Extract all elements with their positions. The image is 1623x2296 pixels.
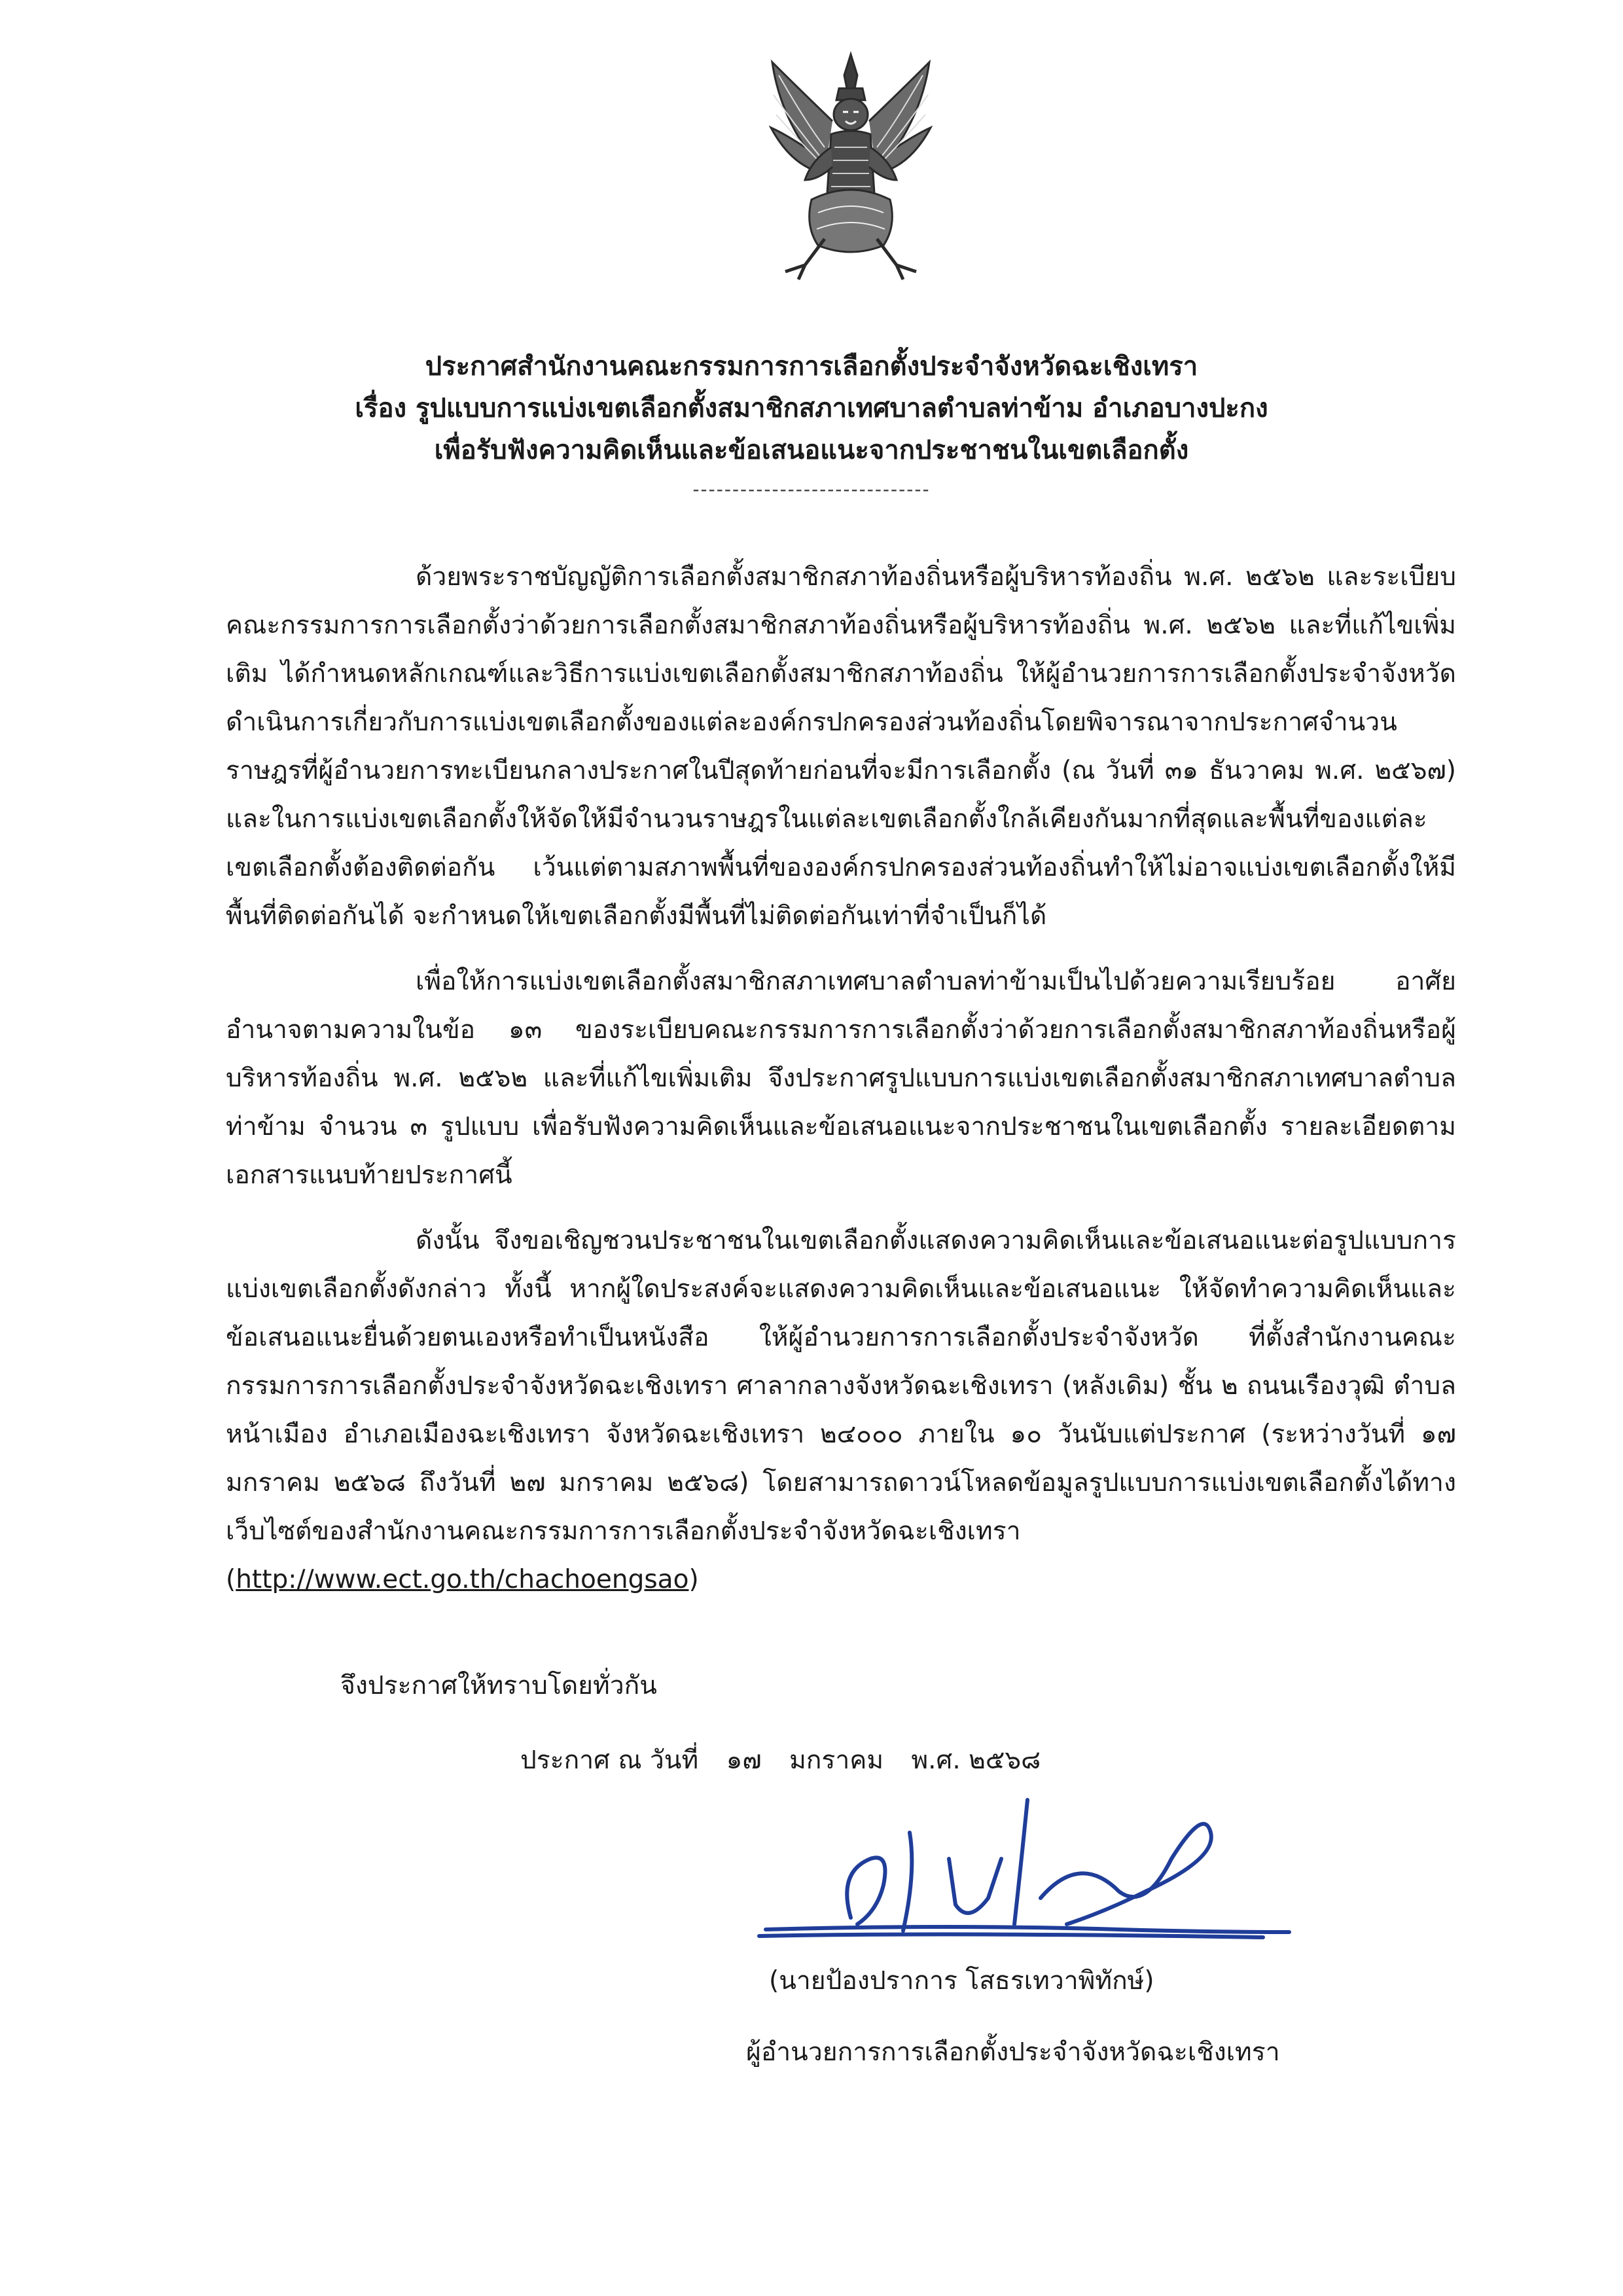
date-day: ๑๗: [726, 1746, 762, 1775]
announcement-title: [196, 346, 1427, 503]
title-line-2: เรื่อง รูปแบบการแบ่งเขตเลือกตั้งสมาชิกสภาเทศบาลตำบลท่าข้าม อำเภอบางปะกง: [355, 393, 1268, 423]
paragraph-3-text: ดังนั้น จึงขอเชิญชวนประชาชนในเขตเลือกตั้งแสดงความคิดเห็นและข้อเสนอแนะต่อรูปแบบการแบ่งเขตเลือกตั้งดังกล่าว ทั้งนี้ หากผู้ใดประสงค์จะแสดงความคิดเห็นและข้อเสนอแนะ ให้จัดทำความคิดเห็นและข้อเสนอแนะยื่นด้วยตนเองหรือทำเป็นหนังสือ ให้ผู้อำนวยการการเลือกตั้งประจำจังหวัด ที่ตั้งสำนักงานคณะกรรมการการเลือกตั้งประจำจังหวัดฉะเชิงเทรา ศาลากลางจังหวัดฉะเชิงเทรา (หลังเดิม) ชั้น ๒ ถนนเรืองวุฒิ ตำบลหน้าเมือง อำเภอเมืองฉะเชิงเทรา จังหวัดฉะเชิงเทรา ๒๔๐๐๐ ภายใน ๑๐ วันนับแต่ประกาศ (ระหว่างวันที่ ๑๗ มกราคม ๒๕๖๘ ถึงวันที่ ๒๗ มกราคม ๒๕๖๘) โดยสามารถดาวน์โหลดข้อมูลรูปแบบการแบ่งเขตเลือกตั้งได้ทางเว็บไซต์ของสำนักงานคณะกรรมการการเลือกตั้งประจำจังหวัดฉะเชิงเทรา: [226, 1226, 1456, 1546]
paragraph-1: ด้วยพระราชบัญญัติการเลือกตั้งสมาชิกสภาท้องถิ่นหรือผู้บริหารท้องถิ่น พ.ศ. ๒๕๖๒ และระเบียบคณะกรรมการการเลือกตั้งว่าด้วยการเลือกตั้งสมาชิกสภาท้องถิ่นหรือผู้บริหารท้องถิ่น พ.ศ. ๒๕๖๒ และที่แก้ไขเพิ่มเติม ได้กำหนดหลักเกณฑ์และวิธีการแบ่งเขตเลือกตั้งสมาชิกสภาท้องถิ่น ให้ผู้อำนวยการการเลือกตั้งประจำจังหวัดดำเนินการเกี่ยวกับการแบ่งเขตเลือกตั้งของแต่ละองค์กรปกครองส่วนท้องถิ่นโดยพิจารณาจากประกาศจำนวนราษฎรที่ผู้อำนวยการทะเบียนกลางประกาศในปีสุดท้ายก่อนที่จะมีการเลือกตั้ง (ณ วันที่ ๓๑ ธันวาคม พ.ศ. ๒๕๖๗) และในการแบ่งเขตเลือกตั้งให้จัดให้มีจำนวนราษฎรในแต่ละเขตเลือกตั้งใกล้เคียงกันมากที่สุดและพื้นที่ของแต่ละเขตเลือกตั้งต้องติดต่อกัน เว้นแต่ตามสภาพพื้นที่ขององค์กรปกครองส่วนท้องถิ่นทำให้ไม่อาจแบ่งเขตเลือกตั้งให้มีพื้นที่ติดต่อกันได้ จะกำหนดให้เขตเลือกตั้งมีพื้นที่ไม่ติดต่อกันเท่าที่จำเป็นก็ได้: [226, 562, 1456, 931]
announcement-body: [226, 553, 1456, 1621]
paragraph-3: [226, 1217, 1456, 1604]
link-open-paren: (: [226, 1565, 236, 1594]
title-separator: ------------------------------: [692, 478, 931, 500]
title-line-3: เพื่อรับฟังความคิดเห็นและข้อเสนอแนะจากประชาชนในเขตเลือกตั้ง: [434, 435, 1189, 465]
date-prefix: ประกาศ ณ วันที่: [520, 1746, 699, 1775]
handwritten-signature: [753, 1761, 1315, 1977]
signer-title: ผู้อำนวยการการเลือกตั้งประจำจังหวัดฉะเชิงเทรา: [746, 2037, 1280, 2067]
garuda-emblem-icon: [759, 49, 942, 285]
website-link[interactable]: http://www.ect.go.th/chachoengsao: [236, 1565, 689, 1594]
signer-name: (นายป้องปราการ โสธรเทวาพิทักษ์): [769, 1966, 1154, 1996]
date-year: พ.ศ. ๒๕๖๘: [911, 1746, 1041, 1775]
date-month: มกราคม: [789, 1746, 884, 1775]
title-line-1: ประกาศสำนักงานคณะกรรมการการเลือกตั้งประจำจังหวัดฉะเชิงเทรา: [425, 351, 1198, 382]
paragraph-2: เพื่อให้การแบ่งเขตเลือกตั้งสมาชิกสภาเทศบาลตำบลท่าข้ามเป็นไปด้วยความเรียบร้อย อาศัยอำนาจตามความในข้อ ๑๓ ของระเบียบคณะกรรมการการเลือกตั้งว่าด้วยการเลือกตั้งสมาชิกสภาท้องถิ่นหรือผู้บริหารท้องถิ่น พ.ศ. ๒๕๖๒ และที่แก้ไขเพิ่มเติม จึงประกาศรูปแบบการแบ่งเขตเลือกตั้งสมาชิกสภาเทศบาลตำบลท่าข้าม จำนวน ๓ รูปแบบ เพื่อรับฟังความคิดเห็นและข้อเสนอแนะจากประชาชนในเขตเลือกตั้ง รายละเอียดตามเอกสารแนบท้ายประกาศนี้: [226, 967, 1456, 1190]
closing-statement: จึงประกาศให้ทราบโดยทั่วกัน: [340, 1671, 657, 1700]
link-close-paren: ): [688, 1565, 699, 1594]
